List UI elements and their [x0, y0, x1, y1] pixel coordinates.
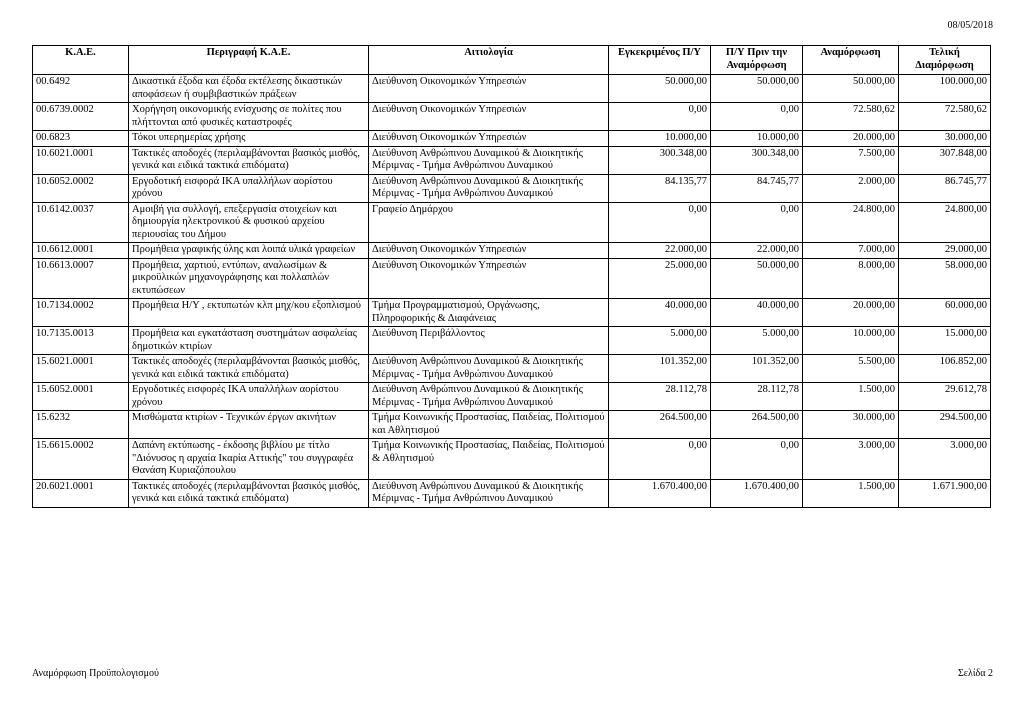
cell-description: Μισθώματα κτιρίων - Τεχνικών έργων ακινήτων: [129, 411, 369, 439]
cell-description: Χορήγηση οικονομικής ενίσχυσης σε πολίτες που πλήττονται από φυσικές καταστροφές: [129, 103, 369, 131]
table-row: [33, 479, 991, 507]
cell-description: Προμήθεια γραφικής ύλης και λοιπά υλικά γραφείων: [129, 243, 369, 259]
cell-approved-budget: 101.352,00: [609, 355, 711, 383]
cell-budget-before: 0,00: [711, 202, 803, 243]
cell-justification: Διεύθυνση Ανθρώπινου Δυναμικού & Διοικητικής Μέριμνας - Τμήμα Ανθρώπινου Δυναμικού: [369, 479, 609, 507]
cell-kae: 15.6615.0002: [33, 439, 129, 480]
cell-approved-budget: 10.000,00: [609, 131, 711, 147]
col-header-kae: Κ.Α.Ε.: [33, 46, 129, 75]
cell-adjustment: 1.500,00: [803, 383, 899, 411]
cell-adjustment: 8.000,00: [803, 258, 899, 299]
cell-budget-before: 50.000,00: [711, 258, 803, 299]
cell-final: 1.671.900,00: [899, 479, 991, 507]
cell-kae: 10.6142.0037: [33, 202, 129, 243]
cell-approved-budget: 264.500,00: [609, 411, 711, 439]
cell-kae: 20.6021.0001: [33, 479, 129, 507]
table-row: [33, 174, 991, 202]
cell-budget-before: 84.745,77: [711, 174, 803, 202]
cell-adjustment: 24.800,00: [803, 202, 899, 243]
cell-kae: 10.6021.0001: [33, 146, 129, 174]
cell-final: 100.000,00: [899, 75, 991, 103]
cell-final: 58.000,00: [899, 258, 991, 299]
cell-description: Τακτικές αποδοχές (περιλαμβάνονται βασικός μισθός, γενικά και ειδικά τακτικά επιδόματα): [129, 146, 369, 174]
cell-budget-before: 1.670.400,00: [711, 479, 803, 507]
cell-justification: Διεύθυνση Οικονομικών Υπηρεσιών: [369, 131, 609, 147]
cell-description: Τακτικές αποδοχές (περιλαμβάνονται βασικός μισθός, γενικά και ειδικά τακτικά επιδόματα): [129, 355, 369, 383]
cell-adjustment: 5.500,00: [803, 355, 899, 383]
cell-description: Προμήθεια Η/Υ , εκτυπωτών κλπ μηχ/κου εξοπλισμού: [129, 299, 369, 327]
cell-kae: 10.7134.0002: [33, 299, 129, 327]
cell-budget-before: 300.348,00: [711, 146, 803, 174]
cell-adjustment: 7.000,00: [803, 243, 899, 259]
cell-approved-budget: 22.000,00: [609, 243, 711, 259]
cell-budget-before: 0,00: [711, 439, 803, 480]
cell-kae: 00.6739.0002: [33, 103, 129, 131]
cell-budget-before: 22.000,00: [711, 243, 803, 259]
cell-kae: 15.6232: [33, 411, 129, 439]
cell-final: 29.000,00: [899, 243, 991, 259]
cell-adjustment: 7.500,00: [803, 146, 899, 174]
cell-justification: Διεύθυνση Ανθρώπινου Δυναμικού & Διοικητικής Μέριμνας - Τμήμα Ανθρώπινου Δυναμικού: [369, 146, 609, 174]
cell-adjustment: 30.000,00: [803, 411, 899, 439]
footer-page-number: Σελίδα 2: [957, 668, 993, 679]
cell-final: 294.500,00: [899, 411, 991, 439]
cell-approved-budget: 25.000,00: [609, 258, 711, 299]
table-row: [33, 327, 991, 355]
cell-approved-budget: 5.000,00: [609, 327, 711, 355]
cell-approved-budget: 50.000,00: [609, 75, 711, 103]
col-header-approved-budget: Εγκεκριμένος Π/Υ: [609, 46, 711, 75]
cell-final: 72.580,62: [899, 103, 991, 131]
cell-justification: Διεύθυνση Οικονομικών Υπηρεσιών: [369, 258, 609, 299]
cell-adjustment: 50.000,00: [803, 75, 899, 103]
budget-table: [32, 45, 991, 508]
cell-adjustment: 72.580,62: [803, 103, 899, 131]
cell-final: 30.000,00: [899, 131, 991, 147]
cell-justification: Τμήμα Προγραμματισμού, Οργάνωσης, Πληροφορικής & Διαφάνειας: [369, 299, 609, 327]
table-row: [33, 258, 991, 299]
table-row: [33, 299, 991, 327]
cell-justification: Διεύθυνση Οικονομικών Υπηρεσιών: [369, 103, 609, 131]
col-header-description: Περιγραφή Κ.Α.Ε.: [129, 46, 369, 75]
cell-adjustment: 3.000,00: [803, 439, 899, 480]
cell-approved-budget: 0,00: [609, 202, 711, 243]
cell-description: Εργοδοτικές εισφορές ΙΚΑ υπαλλήλων αορίστου χρόνου: [129, 383, 369, 411]
cell-adjustment: 20.000,00: [803, 299, 899, 327]
cell-budget-before: 0,00: [711, 103, 803, 131]
cell-budget-before: 50.000,00: [711, 75, 803, 103]
cell-kae: 10.7135.0013: [33, 327, 129, 355]
cell-justification: Διεύθυνση Οικονομικών Υπηρεσιών: [369, 75, 609, 103]
table-row: [33, 103, 991, 131]
cell-justification: Διεύθυνση Ανθρώπινου Δυναμικού & Διοικητικής Μέριμνας - Τμήμα Ανθρώπινου Δυναμικού: [369, 355, 609, 383]
table-row: [33, 243, 991, 259]
budget-table-container: [32, 45, 990, 508]
cell-final: 307.848,00: [899, 146, 991, 174]
cell-adjustment: 20.000,00: [803, 131, 899, 147]
cell-justification: Διεύθυνση Ανθρώπινου Δυναμικού & Διοικητικής Μέριμνας - Τμήμα Ανθρώπινου Δυναμικού: [369, 383, 609, 411]
cell-adjustment: 1.500,00: [803, 479, 899, 507]
cell-approved-budget: 300.348,00: [609, 146, 711, 174]
footer-document-title: Αναμόρφωση Προϋπολογισμού: [32, 668, 159, 679]
cell-justification: Διεύθυνση Οικονομικών Υπηρεσιών: [369, 243, 609, 259]
table-row: [33, 75, 991, 103]
table-row: [33, 202, 991, 243]
cell-approved-budget: 40.000,00: [609, 299, 711, 327]
cell-description: Τακτικές αποδοχές (περιλαμβάνονται βασικός μισθός, γενικά και ειδικά τακτικά επιδόματα): [129, 479, 369, 507]
cell-description: Τόκοι υπερημερίας χρήσης: [129, 131, 369, 147]
cell-description: Εργοδοτική εισφορά ΙΚΑ υπαλλήλων αορίστου χρόνου: [129, 174, 369, 202]
cell-budget-before: 264.500,00: [711, 411, 803, 439]
cell-final: 106.852,00: [899, 355, 991, 383]
cell-budget-before: 28.112,78: [711, 383, 803, 411]
table-row: [33, 131, 991, 147]
col-header-adjustment: Αναμόρφωση: [803, 46, 899, 75]
cell-description: Προμήθεια και εγκατάσταση συστημάτων ασφαλείας δημοτικών κτιρίων: [129, 327, 369, 355]
cell-justification: Διεύθυνση Περιβάλλοντος: [369, 327, 609, 355]
cell-kae: 15.6052.0001: [33, 383, 129, 411]
cell-description: Δικαστικά έξοδα και έξοδα εκτέλεσης δικαστικών αποφάσεων ή συμβιβαστικών πράξεων: [129, 75, 369, 103]
cell-budget-before: 40.000,00: [711, 299, 803, 327]
cell-justification: Γραφείο Δημάρχου: [369, 202, 609, 243]
table-header-row: [33, 46, 991, 75]
cell-final: 15.000,00: [899, 327, 991, 355]
table-row: [33, 146, 991, 174]
cell-justification: Διεύθυνση Ανθρώπινου Δυναμικού & Διοικητικής Μέριμνας - Τμήμα Ανθρώπινου Δυναμικού: [369, 174, 609, 202]
cell-approved-budget: 0,00: [609, 439, 711, 480]
cell-kae: 00.6823: [33, 131, 129, 147]
cell-final: 29.612,78: [899, 383, 991, 411]
table-row: [33, 383, 991, 411]
cell-adjustment: 10.000,00: [803, 327, 899, 355]
cell-description: Προμήθεια, χαρτιού, εντύπων, αναλωσίμων & μικροϋλικών μηχανογράφησης και πολλαπλών εκτυπώσεων: [129, 258, 369, 299]
cell-kae: 15.6021.0001: [33, 355, 129, 383]
cell-kae: 00.6492: [33, 75, 129, 103]
cell-kae: 10.6612.0001: [33, 243, 129, 259]
cell-budget-before: 5.000,00: [711, 327, 803, 355]
cell-final: 24.800,00: [899, 202, 991, 243]
cell-description: Αμοιβή για συλλογή, επεξεργασία στοιχείων και δημιουργία ηλεκτρονικού & φυσικού αρχείου περιουσίας του Δήμου: [129, 202, 369, 243]
cell-description: Δαπάνη εκτύπωσης - έκδοσης βιβλίου με τίτλο "Διόνυσος η αρχαία Ικαρία Αττικής" του συγγραφέα Θανάση Κυριαζόπουλου: [129, 439, 369, 480]
cell-justification: Τμήμα Κοινωνικής Προστασίας, Παιδείας, Πολιτισμού και Αθλητισμού: [369, 411, 609, 439]
cell-final: 3.000,00: [899, 439, 991, 480]
cell-budget-before: 101.352,00: [711, 355, 803, 383]
cell-approved-budget: 84.135,77: [609, 174, 711, 202]
table-body: [33, 75, 991, 508]
cell-kae: 10.6052.0002: [33, 174, 129, 202]
cell-final: 60.000,00: [899, 299, 991, 327]
print-date: 08/05/2018: [947, 20, 993, 31]
cell-adjustment: 2.000,00: [803, 174, 899, 202]
table-row: [33, 355, 991, 383]
col-header-budget-before: Π/Υ Πριν την Αναμόρφωση: [711, 46, 803, 75]
table-row: [33, 411, 991, 439]
table-row: [33, 439, 991, 480]
cell-justification: Τμήμα Κοινωνικής Προστασίας, Παιδείας, Πολιτισμού & Αθλητισμού: [369, 439, 609, 480]
cell-kae: 10.6613.0007: [33, 258, 129, 299]
cell-budget-before: 10.000,00: [711, 131, 803, 147]
cell-approved-budget: 1.670.400,00: [609, 479, 711, 507]
cell-final: 86.745,77: [899, 174, 991, 202]
col-header-final: Τελική Διαμόρφωση: [899, 46, 991, 75]
cell-approved-budget: 0,00: [609, 103, 711, 131]
col-header-justification: Αιτιολογία: [369, 46, 609, 75]
cell-approved-budget: 28.112,78: [609, 383, 711, 411]
